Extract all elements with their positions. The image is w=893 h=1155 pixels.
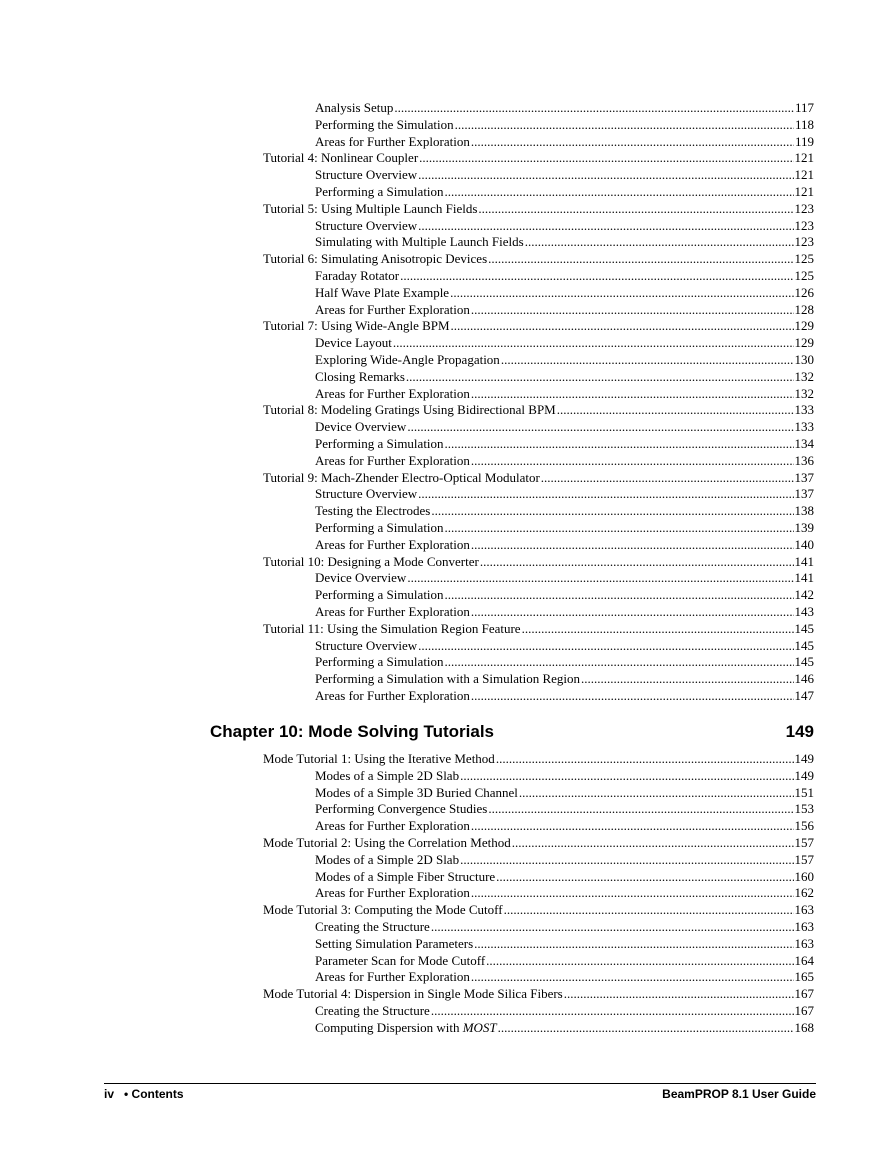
toc-dot-leader <box>486 953 793 970</box>
toc-dot-leader <box>445 184 794 201</box>
toc-page-number: 133 <box>794 402 814 418</box>
toc-entry-section[interactable] <box>263 318 814 335</box>
toc-page-number: 163 <box>794 902 814 918</box>
toc-page-number: 133 <box>794 419 814 435</box>
toc-dot-leader <box>498 1020 794 1037</box>
chapter-page-number: 149 <box>785 722 814 741</box>
toc-dot-leader <box>445 436 794 453</box>
toc-entry-subsection[interactable] <box>315 688 814 705</box>
toc-dot-leader <box>480 554 794 571</box>
toc-page-number: 123 <box>794 217 814 233</box>
toc-dot-leader <box>504 902 794 919</box>
toc-entry-title: Simulating with Multiple Launch Fields <box>315 234 524 250</box>
toc-dot-leader <box>419 150 793 167</box>
toc-page-number: 141 <box>794 570 814 586</box>
toc-dot-leader <box>564 986 794 1003</box>
toc-dot-leader <box>496 869 793 886</box>
toc-entry-subsection[interactable] <box>315 134 814 151</box>
toc-dot-leader <box>460 768 793 785</box>
toc-entry-subsection[interactable] <box>315 638 814 655</box>
toc-page-number: 134 <box>794 435 814 451</box>
toc-entry-title: Tutorial 11: Using the Simulation Region Feature <box>263 620 521 636</box>
toc-entry-title: Modes of a Simple 2D Slab <box>315 767 460 783</box>
toc-entry-subsection[interactable] <box>315 1020 814 1037</box>
toc-entry-subsection[interactable] <box>315 352 814 369</box>
toc-entry-subsection[interactable] <box>315 419 814 436</box>
toc-dot-leader <box>418 167 793 184</box>
toc-page-number: 117 <box>794 100 814 115</box>
toc-entry-title: Parameter Scan for Mode Cutoff <box>315 952 486 968</box>
toc-entry-section[interactable] <box>263 470 814 487</box>
toc-page-number: 165 <box>794 969 814 985</box>
toc-page-number: 119 <box>794 133 814 149</box>
toc-entry-section[interactable] <box>263 251 814 268</box>
toc-entry-subsection[interactable] <box>315 852 814 869</box>
toc-entry-title: Mode Tutorial 1: Using the Iterative Method <box>263 751 495 766</box>
toc-entry-subsection[interactable] <box>315 386 814 403</box>
toc-dot-leader <box>418 218 793 235</box>
toc-page-number: 156 <box>794 818 814 834</box>
toc-page-number: 147 <box>794 687 814 703</box>
toc-entry-subsection[interactable] <box>315 453 814 470</box>
toc-entry-title: Areas for Further Exploration <box>315 536 470 552</box>
toc-dot-leader <box>450 285 793 302</box>
toc-entry-subsection[interactable] <box>315 570 814 587</box>
toc-dot-leader <box>581 671 793 688</box>
toc-entry-subsection[interactable] <box>315 436 814 453</box>
toc-dot-leader <box>519 785 794 802</box>
toc-entry-subsection[interactable] <box>315 919 814 936</box>
toc-entry-title: Performing a Simulation <box>315 183 444 199</box>
toc-entry-title: Tutorial 9: Mach-Zhender Electro-Optical Modulator <box>263 469 540 485</box>
toc-page-number: 145 <box>794 654 814 670</box>
toc-entry-subsection[interactable] <box>315 117 814 134</box>
toc-dot-leader <box>478 201 793 218</box>
toc-dot-leader <box>557 402 794 419</box>
toc-dot-leader <box>471 302 794 319</box>
toc-dot-leader <box>525 234 794 251</box>
toc-entry-subsection[interactable] <box>315 520 814 537</box>
toc-entry-title: Mode Tutorial 2: Using the Correlation Method <box>263 834 511 850</box>
toc-dot-leader <box>471 688 794 705</box>
toc-page-number: 123 <box>794 200 814 216</box>
toc-entry-title: Device Layout <box>315 335 392 351</box>
toc-dot-leader <box>400 268 793 285</box>
footer-left <box>104 1087 194 1101</box>
toc-entry-subsection[interactable] <box>315 818 814 835</box>
toc-dot-leader <box>471 386 794 403</box>
toc-entry-title-italic: MOST <box>462 1019 497 1035</box>
toc-page-number: 163 <box>794 918 814 934</box>
toc-page-number: 146 <box>794 671 814 687</box>
toc-entry-subsection[interactable] <box>315 184 814 201</box>
toc-page-number: 125 <box>794 267 814 283</box>
toc-dot-leader <box>460 852 793 869</box>
toc-page-number: 142 <box>794 587 814 603</box>
toc-entry-section[interactable] <box>263 201 814 218</box>
toc-dot-leader <box>541 470 794 487</box>
toc-section-tutorials <box>0 100 893 705</box>
toc-entry-title: Modes of a Simple 2D Slab <box>315 851 460 867</box>
toc-entry-subsection[interactable] <box>315 654 814 671</box>
toc-page-number: 121 <box>794 183 814 199</box>
toc-entry-section[interactable] <box>263 621 814 638</box>
toc-page-number: 163 <box>794 935 814 951</box>
toc-entry-title: Areas for Further Exploration <box>315 301 470 317</box>
toc-dot-leader <box>471 818 794 835</box>
page-footer <box>104 1087 816 1101</box>
toc-page-number: 157 <box>794 834 814 850</box>
toc-page-number: 149 <box>794 751 814 766</box>
toc-entry-title: Structure Overview <box>315 486 418 502</box>
toc-entry-title: Device Overview <box>315 570 407 586</box>
toc-page-number: 137 <box>794 486 814 502</box>
toc-dot-leader <box>407 419 793 436</box>
toc-entry-section[interactable] <box>263 751 814 768</box>
toc-entry-title: Areas for Further Exploration <box>315 603 470 619</box>
toc-entry-title: Tutorial 8: Modeling Gratings Using Bidirectional BPM <box>263 402 556 418</box>
toc-entry-section[interactable] <box>263 902 814 919</box>
toc-entry-title: Areas for Further Exploration <box>315 818 470 834</box>
toc-page-number: 153 <box>794 801 814 817</box>
toc-page-number: 157 <box>794 851 814 867</box>
toc-page-number: 125 <box>794 251 814 267</box>
toc-entry-title: Performing a Simulation with a Simulation Region <box>315 671 581 687</box>
toc-entry-title: Analysis Setup <box>315 100 394 115</box>
toc-entry-subsection[interactable] <box>315 537 814 554</box>
toc-entry-section[interactable] <box>263 402 814 419</box>
toc-dot-leader <box>471 453 794 470</box>
toc-entry-title: Structure Overview <box>315 637 418 653</box>
toc-dot-leader <box>394 100 794 117</box>
toc-dot-leader <box>488 801 793 818</box>
toc-entry-subsection[interactable] <box>315 302 814 319</box>
toc-page-number: 129 <box>794 318 814 334</box>
toc-page-number: 145 <box>794 620 814 636</box>
toc-page-number: 141 <box>794 553 814 569</box>
toc-page-number: 143 <box>794 603 814 619</box>
toc-dot-leader <box>407 570 793 587</box>
toc-page-number: 145 <box>794 637 814 653</box>
toc-entry-title: Closing Remarks <box>315 368 405 384</box>
toc-page-number: 121 <box>794 150 814 166</box>
toc-entry-subsection[interactable] <box>315 285 814 302</box>
toc-entry-title: Modes of a Simple Fiber Structure <box>315 868 496 884</box>
toc-entry-subsection[interactable] <box>315 604 814 621</box>
toc-entry-title: Tutorial 6: Simulating Anisotropic Devices <box>263 251 488 267</box>
toc-entry-subsection[interactable] <box>315 167 814 184</box>
toc-entry-title: Half Wave Plate Example <box>315 284 450 300</box>
footer-book-title: BeamPROP 8.1 User Guide <box>662 1087 816 1101</box>
toc-dot-leader <box>431 919 794 936</box>
toc-page-number: 132 <box>794 368 814 384</box>
toc-page-number: 167 <box>794 986 814 1002</box>
toc-dot-leader <box>471 604 794 621</box>
toc-page-number: 168 <box>794 1019 814 1035</box>
toc-entry-subsection[interactable] <box>315 218 814 235</box>
toc-entry-section[interactable] <box>263 835 814 852</box>
toc-dot-leader <box>522 621 794 638</box>
toc-page-number: 160 <box>794 868 814 884</box>
toc-entry-title: Areas for Further Exploration <box>315 969 470 985</box>
toc-entry-subsection[interactable] <box>315 768 814 785</box>
toc-page-number: 128 <box>794 301 814 317</box>
toc-page-number: 137 <box>794 469 814 485</box>
toc-page-number: 140 <box>794 536 814 552</box>
footer-section: • Contents <box>124 1087 184 1101</box>
toc-entry-title: Performing a Simulation <box>315 435 444 451</box>
toc-page-number: 162 <box>794 885 814 901</box>
toc-entry-subsection[interactable] <box>315 953 814 970</box>
toc-entry-title: Setting Simulation Parameters <box>315 935 474 951</box>
toc-entry-title: Areas for Further Exploration <box>315 385 470 401</box>
toc-entry-subsection[interactable] <box>315 503 814 520</box>
toc-entry-subsection[interactable] <box>315 1003 814 1020</box>
toc-entry-title: Exploring Wide-Angle Propagation <box>315 351 500 367</box>
toc-entry-title: Performing Convergence Studies <box>315 801 488 817</box>
toc-dot-leader <box>418 486 793 503</box>
toc-page-number: 138 <box>794 503 814 519</box>
toc-entry-title: Performing a Simulation <box>315 519 444 535</box>
toc-entry-title: Tutorial 4: Nonlinear Coupler <box>263 150 419 166</box>
toc-page-number: 167 <box>794 1002 814 1018</box>
footer-page-label: iv <box>104 1087 115 1101</box>
toc-page-number: 130 <box>794 351 814 367</box>
toc-entry-title: Testing the Electrodes <box>315 503 431 519</box>
toc-dot-leader <box>445 587 794 604</box>
toc-entry-title: Modes of a Simple 3D Buried Channel <box>315 784 518 800</box>
chapter-heading[interactable] <box>210 722 814 744</box>
toc-entry-title: Areas for Further Exploration <box>315 885 470 901</box>
toc-dot-leader <box>512 835 794 852</box>
toc-entry-subsection[interactable] <box>315 969 814 986</box>
toc-entry-subsection[interactable] <box>315 936 814 953</box>
toc-dot-leader <box>451 318 794 335</box>
toc-page-number: 121 <box>794 167 814 183</box>
toc-dot-leader <box>501 352 794 369</box>
toc-dot-leader <box>445 654 794 671</box>
toc-entry-title: Mode Tutorial 3: Computing the Mode Cutoff <box>263 902 503 918</box>
toc-entry-title: Performing a Simulation <box>315 587 444 603</box>
toc-entry-section[interactable] <box>263 150 814 167</box>
toc-entry-subsection[interactable] <box>315 587 814 604</box>
toc-page-number: 129 <box>794 335 814 351</box>
toc-entry-subsection[interactable] <box>315 885 814 902</box>
toc-dot-leader <box>418 638 793 655</box>
toc-entry-title: Structure Overview <box>315 217 418 233</box>
toc-entry-title: Faraday Rotator <box>315 267 400 283</box>
toc-entry-title: Mode Tutorial 4: Dispersion in Single Mode Silica Fibers <box>263 986 563 1002</box>
toc-entry-subsection[interactable] <box>315 234 814 251</box>
toc-entry-subsection[interactable] <box>315 100 814 117</box>
toc-page-number: 139 <box>794 519 814 535</box>
toc-entry-title: Structure Overview <box>315 167 418 183</box>
toc-dot-leader <box>445 520 794 537</box>
footer-divider <box>104 1083 816 1084</box>
toc-entry-title: Areas for Further Exploration <box>315 133 470 149</box>
toc-page-number: 126 <box>794 284 814 300</box>
toc-entry-subsection[interactable] <box>315 268 814 285</box>
toc-dot-leader <box>474 936 793 953</box>
toc-entry-section[interactable] <box>263 986 814 1003</box>
toc-entry-subsection[interactable] <box>315 335 814 352</box>
toc-page-number: 149 <box>794 767 814 783</box>
toc-entry-title: Areas for Further Exploration <box>315 687 470 703</box>
toc-entry-subsection[interactable] <box>315 486 814 503</box>
toc-entry-title: Creating the Structure <box>315 1002 430 1018</box>
toc-entry-title: Performing the Simulation <box>315 116 454 132</box>
toc-dot-leader <box>471 134 794 151</box>
toc-page-number: 123 <box>794 234 814 250</box>
toc-entry-subsection[interactable] <box>315 785 814 802</box>
toc-dot-leader <box>471 885 794 902</box>
toc-entry-title: Device Overview <box>315 419 407 435</box>
toc-page-number: 132 <box>794 385 814 401</box>
toc-entry-subsection[interactable] <box>315 801 814 818</box>
toc-page-number: 151 <box>794 784 814 800</box>
toc-page-number: 118 <box>794 116 814 132</box>
toc-dot-leader <box>471 969 794 986</box>
toc-page-number: 136 <box>794 452 814 468</box>
toc-entry-title: Tutorial 5: Using Multiple Launch Fields <box>263 200 478 216</box>
toc-entry-title: Areas for Further Exploration <box>315 452 470 468</box>
toc-entry-section[interactable] <box>263 554 814 571</box>
toc-dot-leader <box>431 503 793 520</box>
toc-page-number: 164 <box>794 952 814 968</box>
toc-entry-title: Performing a Simulation <box>315 654 444 670</box>
toc-dot-leader <box>455 117 794 134</box>
toc-entry-title: Computing Dispersion with MOST <box>315 1019 497 1035</box>
toc-entry-subsection[interactable] <box>315 369 814 386</box>
toc-dot-leader <box>393 335 794 352</box>
toc-dot-leader <box>471 537 794 554</box>
toc-entry-subsection[interactable] <box>315 869 814 886</box>
toc-dot-leader <box>496 751 794 768</box>
toc-entry-subsection[interactable] <box>315 671 814 688</box>
toc-entry-title: Tutorial 10: Designing a Mode Converter <box>263 553 479 569</box>
toc-entry-title: Creating the Structure <box>315 918 430 934</box>
toc-section-mode-tutorials <box>0 751 893 1037</box>
toc-entry-title: Tutorial 7: Using Wide-Angle BPM <box>263 318 450 334</box>
toc-dot-leader <box>488 251 793 268</box>
chapter-title: Chapter 10: Mode Solving Tutorials <box>210 722 494 741</box>
toc-dot-leader <box>431 1003 794 1020</box>
toc-dot-leader <box>406 369 794 386</box>
